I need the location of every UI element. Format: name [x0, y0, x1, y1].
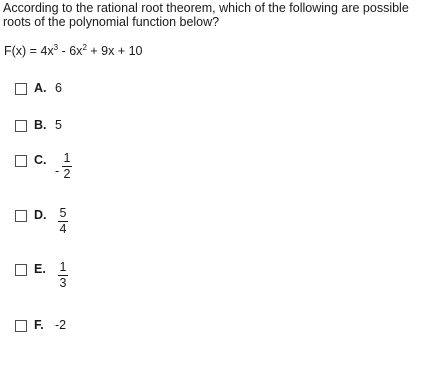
option-e-numerator: 1	[59, 260, 67, 274]
option-d-numerator: 5	[59, 206, 67, 220]
option-d-checkbox[interactable]	[15, 210, 27, 222]
option-c-checkbox[interactable]	[15, 155, 27, 167]
option-b-checkbox[interactable]	[15, 120, 27, 132]
option-e-fraction	[58, 261, 68, 290]
option-a-checkbox[interactable]	[15, 83, 27, 95]
option-c-letter: C.	[34, 153, 47, 167]
option-c-denominator: 2	[63, 167, 71, 181]
function-prefix: F(x) = 4x	[4, 44, 54, 58]
function-middle: - 6x	[58, 44, 83, 58]
option-f-letter: F.	[34, 318, 44, 332]
option-e-denominator: 3	[59, 276, 67, 290]
question-text: According to the rational root theorem, which of the following are possible roots of the polynomial function below?	[3, 1, 409, 29]
option-c-numerator: 1	[63, 151, 71, 165]
function-suffix: + 9x + 10	[86, 44, 143, 58]
option-d-letter: D.	[34, 208, 47, 222]
option-c-fraction	[62, 152, 72, 181]
option-e-letter: E.	[34, 262, 46, 276]
option-f-checkbox[interactable]	[15, 320, 27, 332]
function-exponent-3: 3	[53, 43, 59, 52]
option-e-checkbox[interactable]	[15, 264, 27, 276]
option-f-value: -2	[55, 318, 67, 332]
option-b-letter: B.	[34, 118, 47, 132]
option-d-denominator: 4	[59, 222, 67, 236]
option-a-value: 6	[55, 81, 62, 95]
option-b-value: 5	[55, 118, 62, 132]
option-d-fraction	[58, 207, 68, 236]
option-a-letter: A.	[34, 81, 47, 95]
function-exponent-2: 2	[82, 43, 87, 52]
option-c-sign: -	[55, 164, 60, 178]
polynomial-function	[4, 44, 143, 58]
